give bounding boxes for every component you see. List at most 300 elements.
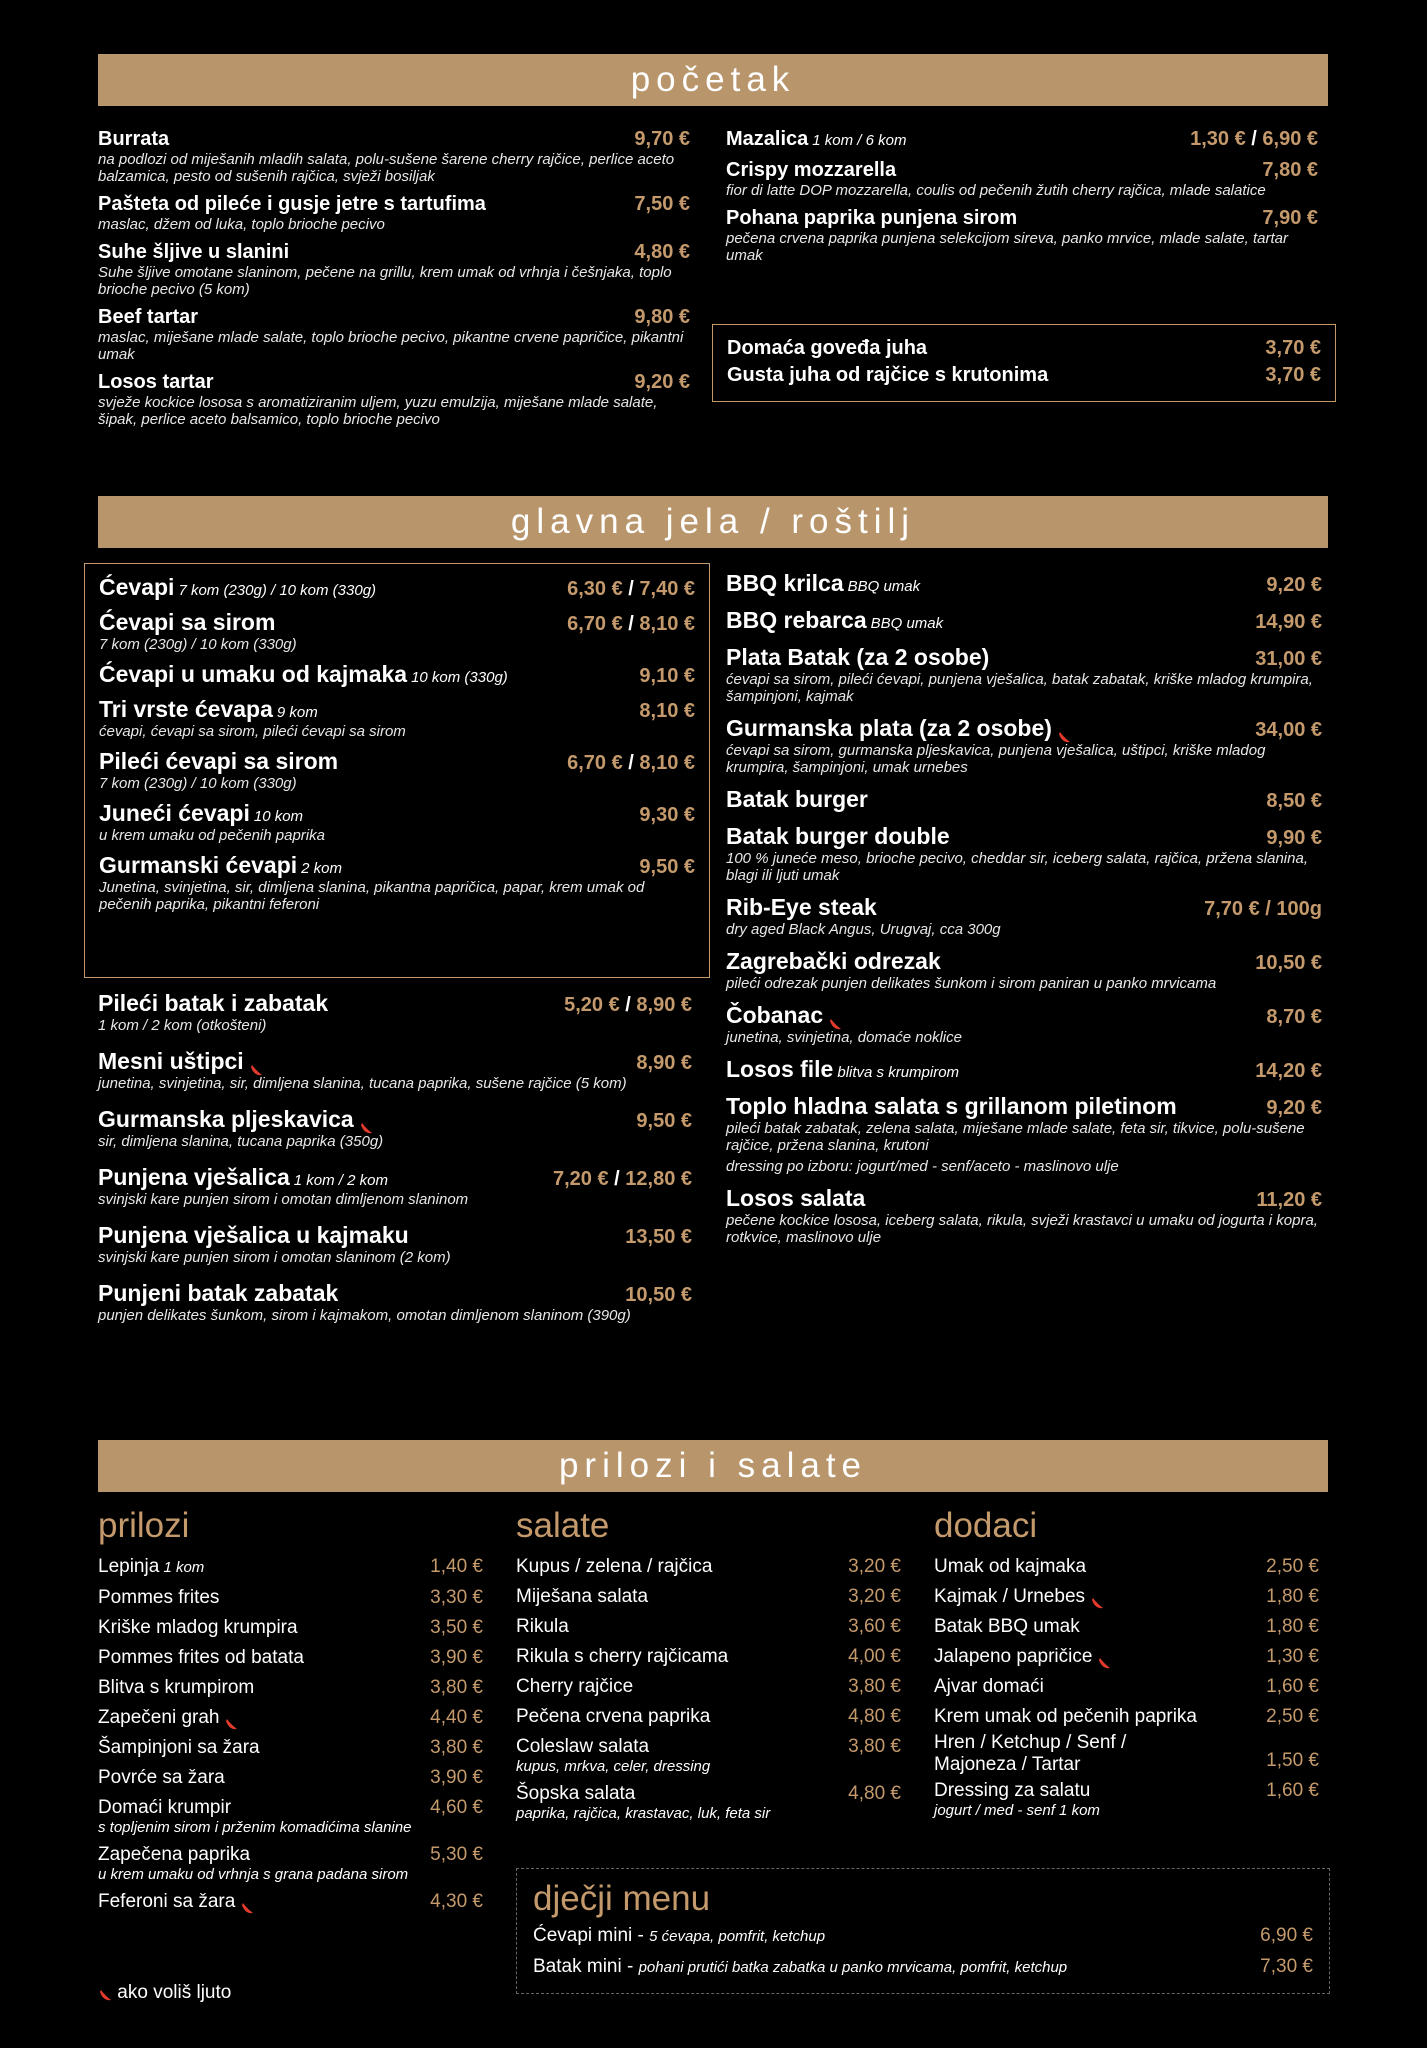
item-name	[726, 1056, 959, 1083]
item-price: 31,00 €	[1255, 648, 1322, 670]
item-title: Zagrebački odrezak	[726, 948, 941, 974]
side-price: 3,50 €	[430, 1617, 483, 1638]
menu-item-row	[98, 990, 692, 1017]
kids-menu-box	[516, 1868, 1330, 1994]
menu-item	[726, 159, 1318, 199]
menu-item	[726, 894, 1322, 938]
price-large: 7,40 €	[639, 578, 695, 600]
item-name	[99, 609, 275, 636]
side-title: Cherry rajčice	[516, 1676, 634, 1697]
chili-icon	[359, 1114, 373, 1128]
price-separator: /	[622, 578, 640, 600]
price-small: 1,30 €	[1190, 128, 1246, 150]
menu-item	[99, 748, 695, 792]
item-name	[726, 948, 941, 975]
side-title: Kajmak / Urnebes	[934, 1586, 1086, 1607]
item-price: 7,90 €	[1262, 207, 1318, 229]
item-title: Gurmanski ćevapi	[99, 852, 298, 878]
item-price: 9,50 €	[639, 856, 695, 878]
menu-item-row	[99, 609, 695, 636]
side-name	[934, 1612, 1080, 1642]
chili-icon	[98, 1986, 112, 2000]
item-description: u krem umaku od pečenih paprika	[99, 827, 325, 844]
item-title: Juneći ćevapi	[99, 800, 250, 826]
kids-row	[533, 1921, 1313, 1952]
item-name	[98, 128, 169, 151]
item-name	[98, 371, 214, 394]
menu-item	[98, 1106, 692, 1150]
menu-item	[99, 574, 695, 601]
item-price: 34,00 €	[1255, 719, 1322, 741]
item-price: 7,50 €	[634, 193, 690, 215]
side-title: Povrće sa žara	[98, 1767, 225, 1788]
menu-item	[726, 128, 1318, 151]
side-price: 1,60 €	[1266, 1780, 1319, 1801]
price-small: 7,20 €	[552, 1168, 609, 1190]
item-title: Losos tartar	[98, 371, 214, 393]
item-price	[564, 994, 692, 1017]
price-large: 6,90 €	[1262, 128, 1318, 150]
menu-item-row	[726, 715, 1322, 742]
menu-item-row	[98, 306, 690, 329]
side-name	[98, 1703, 238, 1733]
item-name	[98, 193, 486, 216]
side-row	[98, 1763, 483, 1793]
side-row	[934, 1582, 1319, 1612]
menu-item	[726, 1056, 1322, 1083]
menu-item-row	[99, 696, 695, 723]
item-name	[98, 241, 289, 264]
kids-description: pohani prutići batka zabatka u panko mrvicama, pomfrit, ketchup	[638, 1959, 1068, 1976]
side-price: 4,80 €	[848, 1783, 901, 1804]
side-price: 3,80 €	[848, 1736, 901, 1757]
menu-item	[99, 800, 695, 844]
price-large: 12,80 €	[625, 1168, 692, 1190]
side-title: Hren / Ketchup / Senf /	[934, 1732, 1127, 1753]
side-price: 4,80 €	[848, 1706, 901, 1727]
item-name	[98, 990, 328, 1017]
menu-item-row	[99, 574, 695, 601]
item-description: pečena crvena paprika punjena selekcijom sireva, panko mrvice, mlade salate, tartar umak	[726, 230, 1288, 264]
item-description: Junetina, svinjetina, sir, dimljena slanina, pikantna papričica, papar, krem umak od pečenih paprika, pikantni feferoni	[99, 879, 645, 913]
price-separator: /	[622, 613, 640, 635]
side-price: 2,50 €	[1266, 1556, 1319, 1577]
item-title: Toplo hladna salata s grillanom piletinom	[726, 1093, 1177, 1119]
kids-title: Batak mini -	[533, 1956, 639, 1977]
item-portion: BBQ umak	[847, 578, 921, 595]
item-price	[567, 578, 695, 601]
side-title: Feferoni sa žara	[98, 1891, 236, 1912]
soup-price: 3,70 €	[1265, 364, 1321, 386]
side-price: 1,50 €	[1266, 1750, 1319, 1771]
menu-item-row	[98, 1048, 692, 1075]
item-title: Pašteta od pileće i gusje jetre s tartufima	[98, 193, 486, 215]
side-price: 3,20 €	[848, 1556, 901, 1577]
side-title: Rikula	[516, 1616, 569, 1637]
cevapi-box	[84, 563, 710, 978]
side-title: Coleslaw salata	[516, 1736, 650, 1757]
item-price: 9,20 €	[1266, 1097, 1322, 1119]
item-price: 9,90 €	[1266, 827, 1322, 849]
side-row	[98, 1887, 483, 1917]
side-name	[98, 1673, 254, 1703]
kids-price: 7,30 €	[1260, 1956, 1313, 1977]
pocetak-left-list	[98, 128, 690, 436]
side-name	[934, 1732, 1126, 1776]
side-title: Zapečeni grah	[98, 1707, 220, 1728]
item-title: Rib-Eye steak	[726, 894, 877, 920]
side-row	[516, 1612, 901, 1642]
item-description: pileći batak zabatak, zelena salata, miješane mlade salate, feta sir, tikvice, polu-sušene rajčice, pržena slanina, krutoni	[726, 1120, 1305, 1154]
chili-icon	[1090, 1590, 1104, 1604]
item-title: Pileći batak i zabatak	[98, 990, 329, 1016]
item-title: Plata Batak (za 2 osobe)	[726, 644, 990, 670]
item-price: 9,80 €	[634, 306, 690, 328]
item-title: Gurmanska pljeskavica	[98, 1106, 354, 1132]
side-price: 1,80 €	[1266, 1586, 1319, 1607]
menu-item-row	[98, 1106, 692, 1133]
item-portion: BBQ umak	[870, 615, 944, 632]
menu-item-row	[99, 748, 695, 775]
prilozi-column	[98, 1506, 483, 1917]
side-name	[516, 1552, 712, 1582]
side-price: 3,80 €	[430, 1737, 483, 1758]
side-name	[98, 1643, 304, 1673]
item-name	[98, 1106, 373, 1133]
side-name	[516, 1702, 710, 1732]
side-description: u krem umaku od vrhnja s grana padana sirom	[98, 1866, 409, 1883]
item-description: 100 % juneće meso, brioche pecivo, cheddar sir, iceberg salata, rajčica, pržena slanina, blagi ili ljuti umak	[726, 850, 1308, 884]
side-name	[934, 1552, 1086, 1582]
item-name	[98, 1164, 388, 1191]
item-description: junetina, svinjetina, sir, dimljena slanina, tucana paprika, sušene rajčice (5 kom)	[98, 1075, 627, 1092]
side-row	[934, 1612, 1319, 1642]
menu-item-row	[98, 241, 690, 264]
item-description: pileći odrezak punjen delikates šunkom i sirom paniran u panko mrvicama	[726, 975, 1217, 992]
salate-column	[516, 1506, 901, 1826]
side-row	[98, 1613, 483, 1643]
item-description: ćevapi, ćevapi sa sirom, pileći ćevapi sa sirom	[99, 723, 406, 740]
side-price: 5,30 €	[430, 1844, 483, 1865]
side-row	[516, 1552, 901, 1582]
chili-icon	[224, 1711, 238, 1725]
item-description: punjen delikates šunkom, sirom i kajmakom, omotan dimljenom slaninom (390g)	[98, 1307, 631, 1324]
item-price: 13,50 €	[625, 1226, 692, 1248]
item-name	[98, 1222, 409, 1249]
soup-row	[727, 364, 1321, 387]
pocetak-right-list	[726, 128, 1318, 272]
item-portion: 9 kom	[276, 704, 318, 721]
item-title: Crispy mozzarella	[726, 159, 897, 181]
item-price: 8,90 €	[636, 1052, 692, 1074]
menu-item-row	[99, 800, 695, 827]
menu-item-row	[726, 1093, 1322, 1120]
side-price: 3,60 €	[848, 1616, 901, 1637]
item-price: 4,80 €	[634, 241, 690, 263]
side-name	[934, 1702, 1197, 1732]
item-portion: 1 kom / 6 kom	[812, 132, 907, 149]
menu-item	[98, 1222, 692, 1266]
item-title: Pileći ćevapi sa sirom	[99, 748, 339, 774]
item-name	[726, 128, 906, 151]
kids-row	[533, 1952, 1313, 1983]
side-title: Domaći krumpir	[98, 1797, 232, 1818]
side-title: Umak od kajmaka	[934, 1556, 1087, 1577]
menu-item-row	[98, 1164, 692, 1191]
side-title: Pommes frites	[98, 1587, 220, 1608]
side-title: Pečena crvena paprika	[516, 1706, 711, 1727]
soup-name: Domaća goveđa juha	[727, 337, 928, 359]
side-title: Šopska salata	[516, 1783, 636, 1804]
section-header-pocetak: početak	[98, 54, 1328, 106]
side-row	[98, 1703, 483, 1733]
kids-title: Ćevapi mini -	[533, 1925, 650, 1946]
item-title: Tri vrste ćevapa	[99, 696, 273, 722]
item-price	[553, 1168, 692, 1191]
menu-item	[726, 948, 1322, 992]
item-portion: 10 kom	[253, 808, 304, 825]
item-name	[726, 786, 868, 813]
side-name	[934, 1582, 1104, 1612]
item-title: Batak burger double	[726, 823, 950, 849]
side-description: kupus, mrkva, celer, dressing	[516, 1758, 711, 1775]
item-name	[726, 607, 943, 634]
menu-item	[98, 306, 690, 363]
chili-icon	[249, 1056, 263, 1070]
price-separator: /	[1245, 128, 1263, 150]
item-title: Punjena vješalica u kajmaku	[98, 1222, 409, 1248]
item-title: Mesni uštipci	[98, 1048, 244, 1074]
side-row	[98, 1733, 483, 1763]
menu-item	[98, 128, 690, 185]
item-title: Punjena vješalica	[98, 1164, 290, 1190]
item-name	[99, 661, 508, 688]
menu-item-row	[726, 128, 1318, 151]
item-title: Suhe šljive u slanini	[98, 241, 290, 263]
side-name	[934, 1642, 1111, 1672]
soup-box	[712, 324, 1336, 402]
menu-item-row	[726, 159, 1318, 182]
item-title: Ćevapi sa sirom	[99, 609, 276, 635]
item-name	[99, 852, 342, 879]
menu-item	[726, 1185, 1322, 1246]
glavna-right-list	[726, 570, 1322, 1256]
item-price	[567, 752, 695, 775]
side-price: 4,00 €	[848, 1646, 901, 1667]
menu-item-row	[98, 371, 690, 394]
item-price: 11,20 €	[1256, 1189, 1322, 1211]
menu-item	[98, 193, 690, 233]
side-title: Zapečena paprika	[98, 1844, 251, 1865]
side-title: Rikula s cherry rajčicama	[516, 1646, 729, 1667]
side-row	[934, 1702, 1319, 1732]
item-price: 9,30 €	[639, 804, 695, 826]
item-description: 7 kom (230g) / 10 kom (330g)	[99, 775, 297, 792]
side-title: Jalapeno papričice	[934, 1646, 1093, 1667]
side-title: Batak BBQ umak	[934, 1616, 1080, 1637]
side-row	[516, 1672, 901, 1702]
item-dressing: dressing po izboru: jogurt/med - senf/aceto - maslinovo ulje	[726, 1158, 1119, 1175]
soup-row	[727, 337, 1321, 360]
chili-icon	[828, 1010, 842, 1024]
menu-item	[98, 241, 690, 298]
item-price: 10,50 €	[1255, 952, 1322, 974]
item-description: fior di latte DOP mozzarella, coulis od pečenih žutih cherry rajčica, mlade salatice	[726, 182, 1266, 199]
soup-name: Gusta juha od rajčice s krutonima	[727, 364, 1049, 386]
glavna-left-list	[98, 990, 692, 1338]
item-title: Čobanac	[726, 1002, 824, 1028]
item-price: 9,10 €	[639, 665, 695, 687]
price-small: 6,70 €	[567, 613, 623, 635]
item-description: svježe kockice lososa s aromatiziranim uljem, yuzu emulzija, miješane mlade salate, šipak, perlice aceto balsamico, toplo brioche pecivo	[98, 394, 658, 428]
item-name	[726, 570, 920, 597]
menu-item-row	[98, 193, 690, 216]
menu-item	[98, 1280, 692, 1324]
side-price: 3,90 €	[430, 1767, 483, 1788]
item-title: Gurmanska plata (za 2 osobe)	[726, 715, 1052, 741]
item-price: 14,20 €	[1255, 1060, 1322, 1082]
item-name	[726, 1002, 842, 1029]
menu-item	[98, 371, 690, 428]
side-description: paprika, rajčica, krastavac, luk, feta sir	[516, 1805, 771, 1822]
menu-item	[726, 786, 1322, 813]
item-description: svinjski kare punjen sirom i omotan dimljenom slaninom	[98, 1191, 469, 1208]
side-price: 3,30 €	[430, 1587, 483, 1608]
chili-icon	[1057, 723, 1071, 737]
menu-item	[726, 644, 1322, 705]
side-portion: 1 kom	[159, 1559, 205, 1576]
dodaci-column	[934, 1506, 1319, 1823]
legend-text: ako voliš ljuto	[117, 1982, 232, 2003]
item-price: 10,50 €	[625, 1284, 692, 1306]
chili-icon	[1097, 1650, 1111, 1664]
item-price: 7,70 € / 100g	[1204, 898, 1322, 920]
side-row	[98, 1583, 483, 1613]
menu-item	[98, 1048, 692, 1092]
kids-description: 5 ćevapa, pomfrit, ketchup	[649, 1928, 826, 1945]
menu-item	[726, 1002, 1322, 1046]
menu-item	[726, 1093, 1322, 1175]
menu-item	[99, 661, 695, 688]
item-title: Punjeni batak zabatak	[98, 1280, 339, 1306]
side-price: 1,80 €	[1266, 1616, 1319, 1637]
item-name	[99, 748, 338, 775]
menu-item	[726, 607, 1322, 634]
menu-item	[99, 852, 695, 913]
side-name	[516, 1672, 633, 1702]
side-title: Pommes frites od batata	[98, 1647, 304, 1668]
side-row	[934, 1732, 1319, 1776]
price-large: 8,90 €	[636, 994, 692, 1016]
side-row	[934, 1672, 1319, 1702]
price-small: 6,30 €	[567, 578, 623, 600]
item-portion: 7 kom (230g) / 10 kom (330g)	[178, 582, 377, 599]
item-description: dry aged Black Angus, Urugvaj, cca 300g	[726, 921, 1001, 938]
item-title: Mazalica	[726, 128, 809, 150]
menu-item	[726, 715, 1322, 776]
item-name	[99, 696, 318, 723]
menu-item-row	[99, 661, 695, 688]
item-title: Burrata	[98, 128, 170, 150]
legend	[98, 1982, 231, 2004]
price-small: 6,70 €	[567, 752, 623, 774]
side-row	[934, 1552, 1319, 1582]
menu-item-row	[726, 570, 1322, 597]
item-price: 14,90 €	[1255, 611, 1322, 633]
item-price: 9,20 €	[1266, 574, 1322, 596]
side-title: Krem umak od pečenih paprika	[934, 1706, 1197, 1727]
side-price: 4,60 €	[430, 1797, 483, 1818]
menu-item	[726, 823, 1322, 884]
side-title: Kupus / zelena / rajčica	[516, 1556, 713, 1577]
side-title: Dressing za salatu	[934, 1780, 1091, 1801]
side-description: s topljenim sirom i prženim komadićima slanine	[98, 1819, 412, 1836]
side-row	[516, 1642, 901, 1672]
item-title: Pohana paprika punjena sirom	[726, 207, 1018, 229]
menu-item	[99, 609, 695, 653]
item-name	[726, 1093, 1177, 1120]
item-name	[726, 894, 877, 921]
menu-item	[726, 570, 1322, 597]
item-description: maslac, miješane mlade salate, toplo brioche pecivo, pikantne crvene papričice, pikantni umak	[98, 329, 684, 363]
side-name	[516, 1582, 648, 1612]
menu-item	[98, 990, 692, 1034]
item-portion: blitva s krumpirom	[837, 1064, 960, 1081]
kids-name	[533, 1952, 1067, 1983]
item-description: 7 kom (230g) / 10 kom (330g)	[99, 636, 297, 653]
item-description: Suhe šljive omotane slaninom, pečene na grillu, krem umak od vrhnja i češnjaka, toplo brioche pecivo (5 kom)	[98, 264, 672, 298]
side-price: 3,90 €	[430, 1647, 483, 1668]
column-title: dodaci	[934, 1506, 1038, 1545]
item-price: 9,20 €	[634, 371, 690, 393]
item-description: 1 kom / 2 kom (otkošteni)	[98, 1017, 267, 1034]
menu-item-row	[726, 207, 1318, 230]
side-row	[516, 1702, 901, 1732]
menu-item-row	[726, 948, 1322, 975]
item-title: Losos file	[726, 1056, 834, 1082]
item-description: maslac, džem od luka, toplo brioche pecivo	[98, 216, 385, 233]
menu-item-row	[726, 823, 1322, 850]
item-name	[726, 1185, 865, 1212]
side-description: jogurt / med - senf 1 kom	[934, 1802, 1100, 1819]
price-separator: /	[622, 752, 640, 774]
item-title: BBQ rebarca	[726, 607, 867, 633]
item-description: sir, dimljena slanina, tucana paprika (350g)	[98, 1133, 384, 1150]
item-title: Batak burger	[726, 786, 868, 812]
item-description: ćevapi sa sirom, gurmanska pljeskavica, punjena vješalica, uštipci, kriške mladog krumpira, šampinjoni, umak urnebes	[726, 742, 1266, 776]
price-large: 8,10 €	[639, 752, 695, 774]
soup-price: 3,70 €	[1265, 337, 1321, 359]
item-price: 9,70 €	[634, 128, 690, 150]
side-title: Kriške mladog krumpira	[98, 1617, 298, 1638]
price-small: 5,20 €	[564, 994, 620, 1016]
item-description: na podlozi od miješanih mladih salata, polu-sušene šarene cherry rajčice, perlice aceto balzamica, pesto od sušenih rajčica, svježi bosiljak	[98, 151, 675, 185]
side-name	[516, 1612, 569, 1642]
side-name	[98, 1733, 260, 1763]
side-row	[98, 1673, 483, 1703]
menu-item	[98, 1164, 692, 1208]
section-header-prilozi-salate: prilozi i salate	[98, 1440, 1328, 1492]
side-title-line2: Majoneza / Tartar	[934, 1754, 1081, 1775]
item-price	[1190, 128, 1318, 151]
menu-item-row	[726, 786, 1322, 813]
menu-item-row	[726, 1185, 1322, 1212]
side-price: 1,60 €	[1266, 1676, 1319, 1697]
item-name	[726, 207, 1017, 230]
price-separator: /	[608, 1168, 626, 1190]
menu-item-row	[726, 644, 1322, 671]
side-title: Šampinjoni sa žara	[98, 1737, 260, 1758]
